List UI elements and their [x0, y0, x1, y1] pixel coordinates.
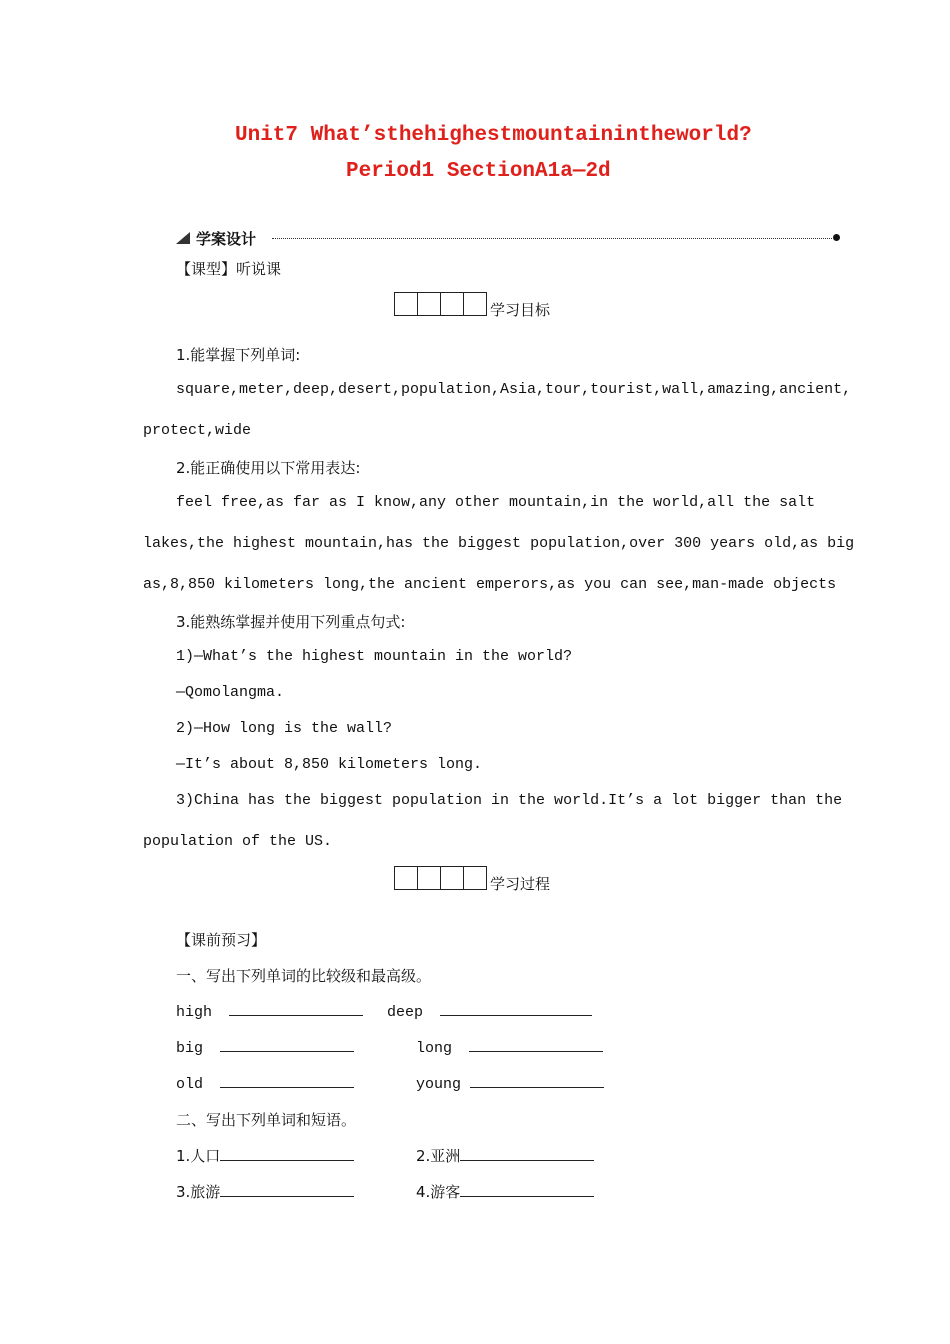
goals-heading: 学习目标	[490, 301, 551, 319]
answer-blank[interactable]	[220, 1146, 354, 1161]
bullet-dot-icon	[833, 234, 840, 241]
answer-blank[interactable]	[229, 1001, 363, 1016]
fill-item-asia	[416, 1145, 594, 1166]
part-1-heading: 一、写出下列单词的比较级和最高级。	[176, 967, 432, 985]
heading-box	[440, 866, 464, 890]
heading-box	[417, 292, 441, 316]
goal-2-expr-line3: as,8,850 kilometers long,the ancient emperors,as you can see,man-made objects	[143, 576, 837, 593]
answer-blank[interactable]	[460, 1146, 594, 1161]
item-label: 2.亚洲	[416, 1147, 461, 1165]
answer-blank[interactable]	[469, 1037, 603, 1052]
title-line-1: Unit7 What’sthehighestmountainintheworld?	[235, 124, 752, 147]
sentence-2: 2)—How long is the wall?	[176, 720, 393, 737]
answer-blank[interactable]	[440, 1001, 592, 1016]
fill-item-young	[416, 1073, 604, 1093]
goal-1-words-line2: protect,wide	[143, 422, 252, 439]
sentence-3-line1: 3)China has the biggest population in the world.It’s a lot bigger than the	[176, 792, 843, 809]
sentence-2-answer: —It’s about 8,850 kilometers long.	[176, 756, 483, 773]
process-heading: 学习过程	[490, 875, 551, 893]
heading-box	[417, 866, 441, 890]
answer-blank[interactable]	[470, 1073, 604, 1088]
heading-boxes-goals	[394, 292, 486, 316]
preview-heading: 【课前预习】	[176, 931, 267, 949]
answer-blank[interactable]	[460, 1182, 594, 1197]
fill-item-big	[176, 1037, 354, 1057]
word-label: high	[176, 1004, 213, 1021]
heading-box	[394, 292, 418, 316]
word-label: old	[176, 1076, 204, 1093]
fill-item-long	[416, 1037, 603, 1057]
section-label: 学案设计	[196, 230, 257, 248]
word-label: deep	[387, 1004, 424, 1021]
answer-blank[interactable]	[220, 1037, 354, 1052]
item-label: 3.旅游	[176, 1183, 221, 1201]
triangle-icon	[176, 232, 190, 244]
goal-2-expr-line2: lakes,the highest mountain,has the biggest population,over 300 years old,as big	[143, 535, 855, 552]
fill-item-high	[176, 1001, 363, 1021]
sentence-1: 1)—What’s the highest mountain in the world?	[176, 648, 573, 665]
sentence-3-line2: population of the US.	[143, 833, 333, 850]
part-2-heading: 二、写出下列单词和短语。	[176, 1111, 357, 1129]
fill-item-deep	[387, 1001, 592, 1021]
sentence-1-answer: —Qomolangma.	[176, 684, 285, 701]
heading-box	[440, 292, 464, 316]
section-header-bar	[176, 228, 840, 248]
goal-2-expr-line1: feel free,as far as I know,any other mountain,in the world,all the salt	[176, 494, 816, 511]
heading-box	[394, 866, 418, 890]
lesson-type: 【课型】听说课	[176, 260, 282, 278]
fill-item-old	[176, 1073, 354, 1093]
word-label: big	[176, 1040, 204, 1057]
goal-3-label: 3.能熟练掌握并使用下列重点句式:	[176, 613, 406, 631]
fill-item-tour	[176, 1181, 354, 1202]
item-label: 1.人口	[176, 1147, 221, 1165]
answer-blank[interactable]	[220, 1182, 354, 1197]
fill-item-population	[176, 1145, 354, 1166]
heading-box	[463, 292, 487, 316]
heading-box	[463, 866, 487, 890]
word-label: long	[416, 1040, 453, 1057]
heading-boxes-process	[394, 866, 486, 890]
goal-2-label: 2.能正确使用以下常用表达:	[176, 459, 361, 477]
word-label: young	[416, 1076, 462, 1093]
fill-item-tourist	[416, 1181, 594, 1202]
goal-1-words-line1: square,meter,deep,desert,population,Asia,tour,tourist,wall,amazing,ancient,	[176, 381, 852, 398]
goal-1-label: 1.能掌握下列单词:	[176, 346, 301, 364]
dotted-divider	[272, 238, 832, 239]
answer-blank[interactable]	[220, 1073, 354, 1088]
item-label: 4.游客	[416, 1183, 461, 1201]
title-line-2: Period1 SectionA1a—2d	[346, 160, 611, 183]
